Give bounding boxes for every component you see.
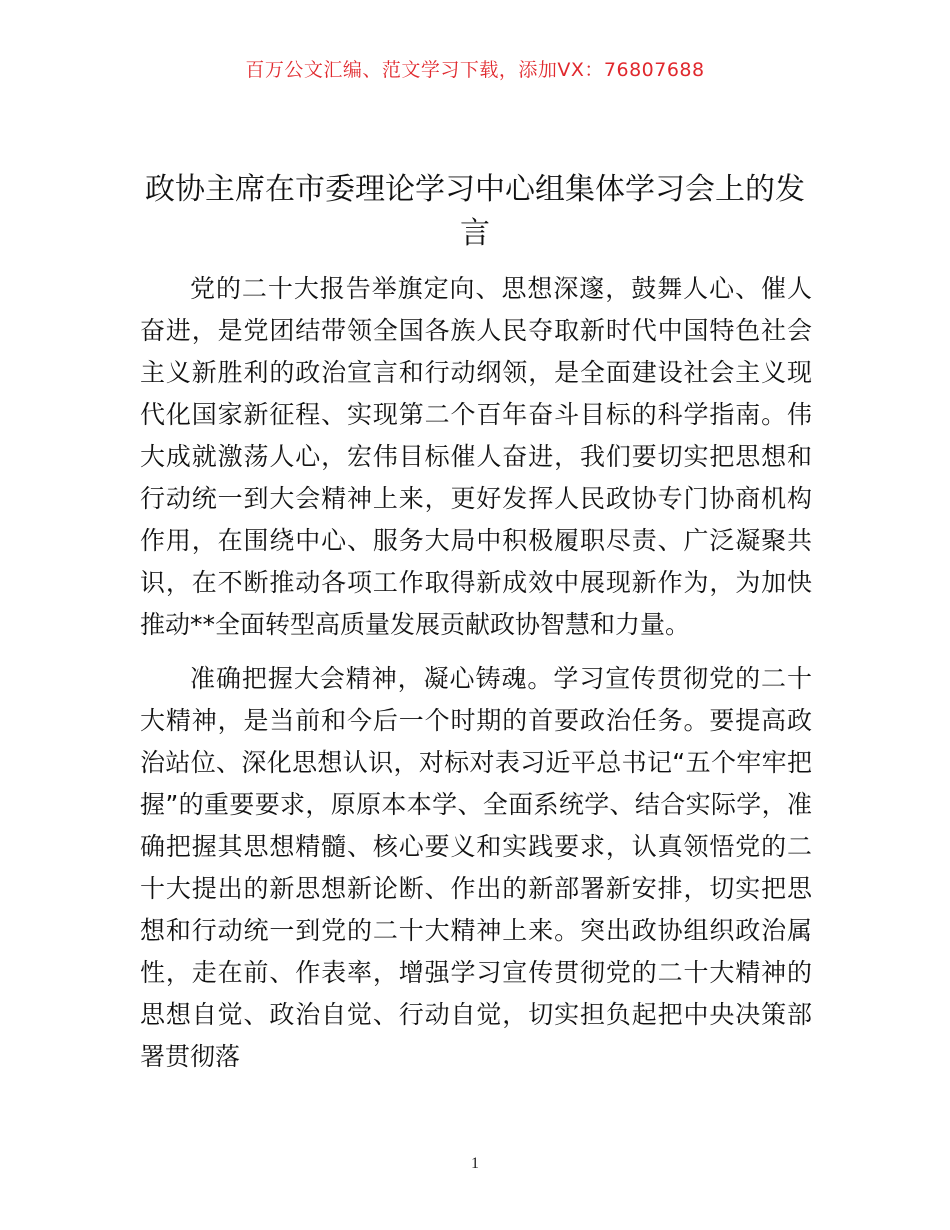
- page-number: 1: [471, 1155, 479, 1172]
- header-banner: 百万公文汇编、范文学习下载，添加VX：76807688: [245, 59, 705, 81]
- document-title: 政协主席在市委理论学习中心组集体学习会上的发言: [145, 172, 805, 251]
- document-body: [140, 268, 812, 1078]
- paragraph-2: 准确把握大会精神，凝心铸魂。学习宣传贯彻党的二十大精神，是当前和今后一个时期的首要政治任务。要提高政治站位、深化思想认识，对标对表习近平总书记“五个牢牢把握”的重要要求，原原本本学、全面系统学、结合实际学，准确把握其思想精髓、核心要义和实践要求，认真领悟党的二十大提出的新思想新论断、作出的新部署新安排，切实把思想和行动统一到党的二十大精神上来。突出政协组织政治属性，走在前、作表率，增强学习宣传贯彻党的二十大精神的思想自觉、政治自觉、行动自觉，切实担负起把中央决策部署贯彻落: [140, 664, 812, 1071]
- paragraph-1: 党的二十大报告举旗定向、思想深邃，鼓舞人心、催人奋进，是党团结带领全国各族人民夺取新时代中国特色社会主义新胜利的政治宣言和行动纲领，是全面建设社会主义现代化国家新征程、实现第二个百年奋斗目标的科学指南。伟大成就激荡人心，宏伟目标催人奋进，我们要切实把思想和行动统一到大会精神上来，更好发挥人民政协专门协商机构作用，在围绕中心、服务大局中积极履职尽责、广泛凝聚共识，在不断推动各项工作取得新成效中展现新作为，为加快推动**全面转型高质量发展贡献政协智慧和力量。: [140, 274, 812, 639]
